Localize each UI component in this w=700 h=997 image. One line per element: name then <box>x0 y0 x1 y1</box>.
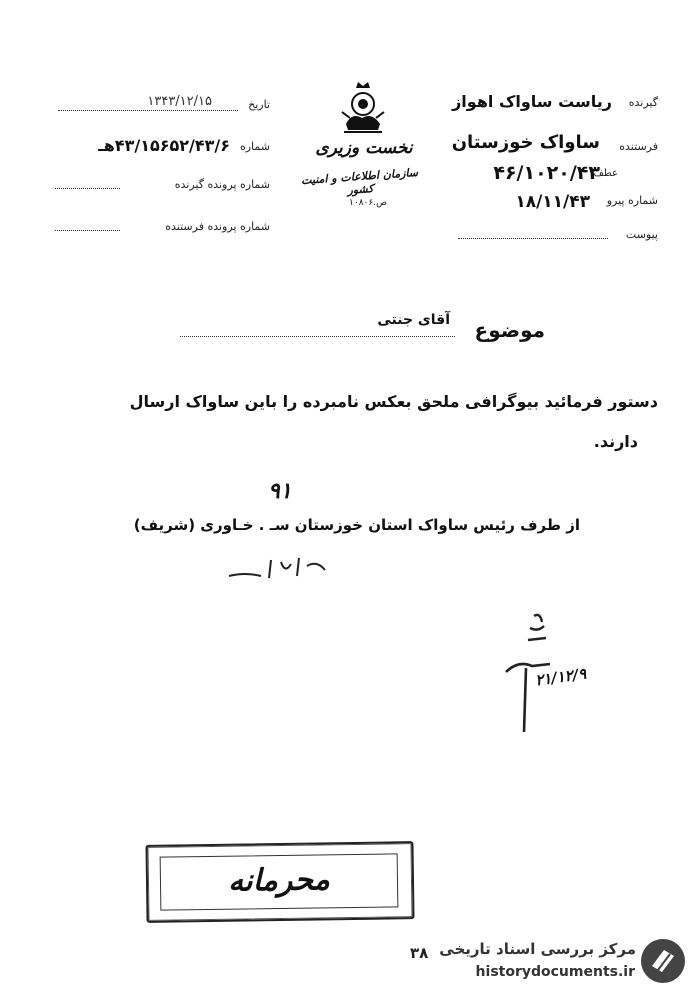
confidential-stamp-inner <box>160 853 399 910</box>
margin-note-text: ۲۱/۱۲/۹ <box>533 664 588 690</box>
sender-file-label: شماره پرونده فرستنده <box>165 220 270 233</box>
attachment-line <box>458 238 608 239</box>
receiver-file-row <box>55 176 270 196</box>
ref-number-value: ۴۶/۱۰۲۰/۴۳ <box>493 162 600 184</box>
ref-number-row <box>408 160 658 220</box>
receiver-file-label: شماره پرونده گیرنده <box>174 178 270 191</box>
confidential-stamp <box>145 841 414 923</box>
receiver-row <box>418 92 658 116</box>
emblem-line-3: ص.۱۰۸۰۶ <box>349 198 387 208</box>
body-line-2: دارند. <box>593 432 638 451</box>
sender-label: فرستنده <box>619 140 658 153</box>
watermark-line-1: مرکز بررسی اسناد تاریخی <box>439 940 636 958</box>
letterhead-emblem-block <box>290 78 430 228</box>
date-line <box>58 110 238 111</box>
receiver-label: گیرنده <box>628 96 658 109</box>
signature-line: از طرف رئیس ساواک استان خوزستان سـ . خـاوری (شریف) <box>133 516 580 534</box>
lion-and-sun-emblem-icon <box>338 78 388 136</box>
subject-value: آقای جنتی <box>377 312 450 328</box>
subject-row <box>180 312 545 352</box>
confidential-stamp-text: محرمانه <box>227 862 331 899</box>
number-value: ۴۳/۱۵۶۵۲/۴۳/۶هـ <box>98 136 230 155</box>
date-label: تاریخ <box>248 98 270 111</box>
signature-handwritten-above: ۹۱ <box>268 478 292 504</box>
attachment-row <box>408 224 658 246</box>
sender-value: ساواک خوزستان <box>451 132 600 153</box>
subject-label: موضوع <box>474 318 545 342</box>
date-row <box>55 96 270 116</box>
ref-number-label: شماره پیرو <box>606 194 658 207</box>
atf-label: عطف <box>593 168 618 179</box>
receiver-value: ریاست ساواک اهواز <box>452 92 612 111</box>
number-row <box>55 136 270 158</box>
archive-logo-icon <box>638 936 688 986</box>
sender-file-row <box>55 218 270 238</box>
page-number: ۳۸ <box>410 944 429 962</box>
sender-row <box>418 132 658 158</box>
subject-line <box>180 336 455 337</box>
watermark-line-2: historydocuments.ir <box>475 964 635 980</box>
body-line-1: دستور فرمائید بیوگرافی ملحق بعکس نامبرده را باین ساواک ارسال <box>129 392 658 411</box>
emblem-line-1: نخست وزیری <box>315 138 413 158</box>
number-label: شماره <box>239 140 270 153</box>
receiver-file-line <box>55 188 120 189</box>
watermark-block <box>412 936 692 992</box>
atf-value: ۱۸/۱۱/۴۳ <box>515 192 590 212</box>
date-value: ۱۳۴۳/۱۲/۱۵ <box>147 94 212 109</box>
emblem-line-2: سازمان اطلاعات و امنیت کشور <box>300 165 419 197</box>
attachment-label: پیوست <box>625 228 658 241</box>
sender-file-line <box>55 230 120 231</box>
